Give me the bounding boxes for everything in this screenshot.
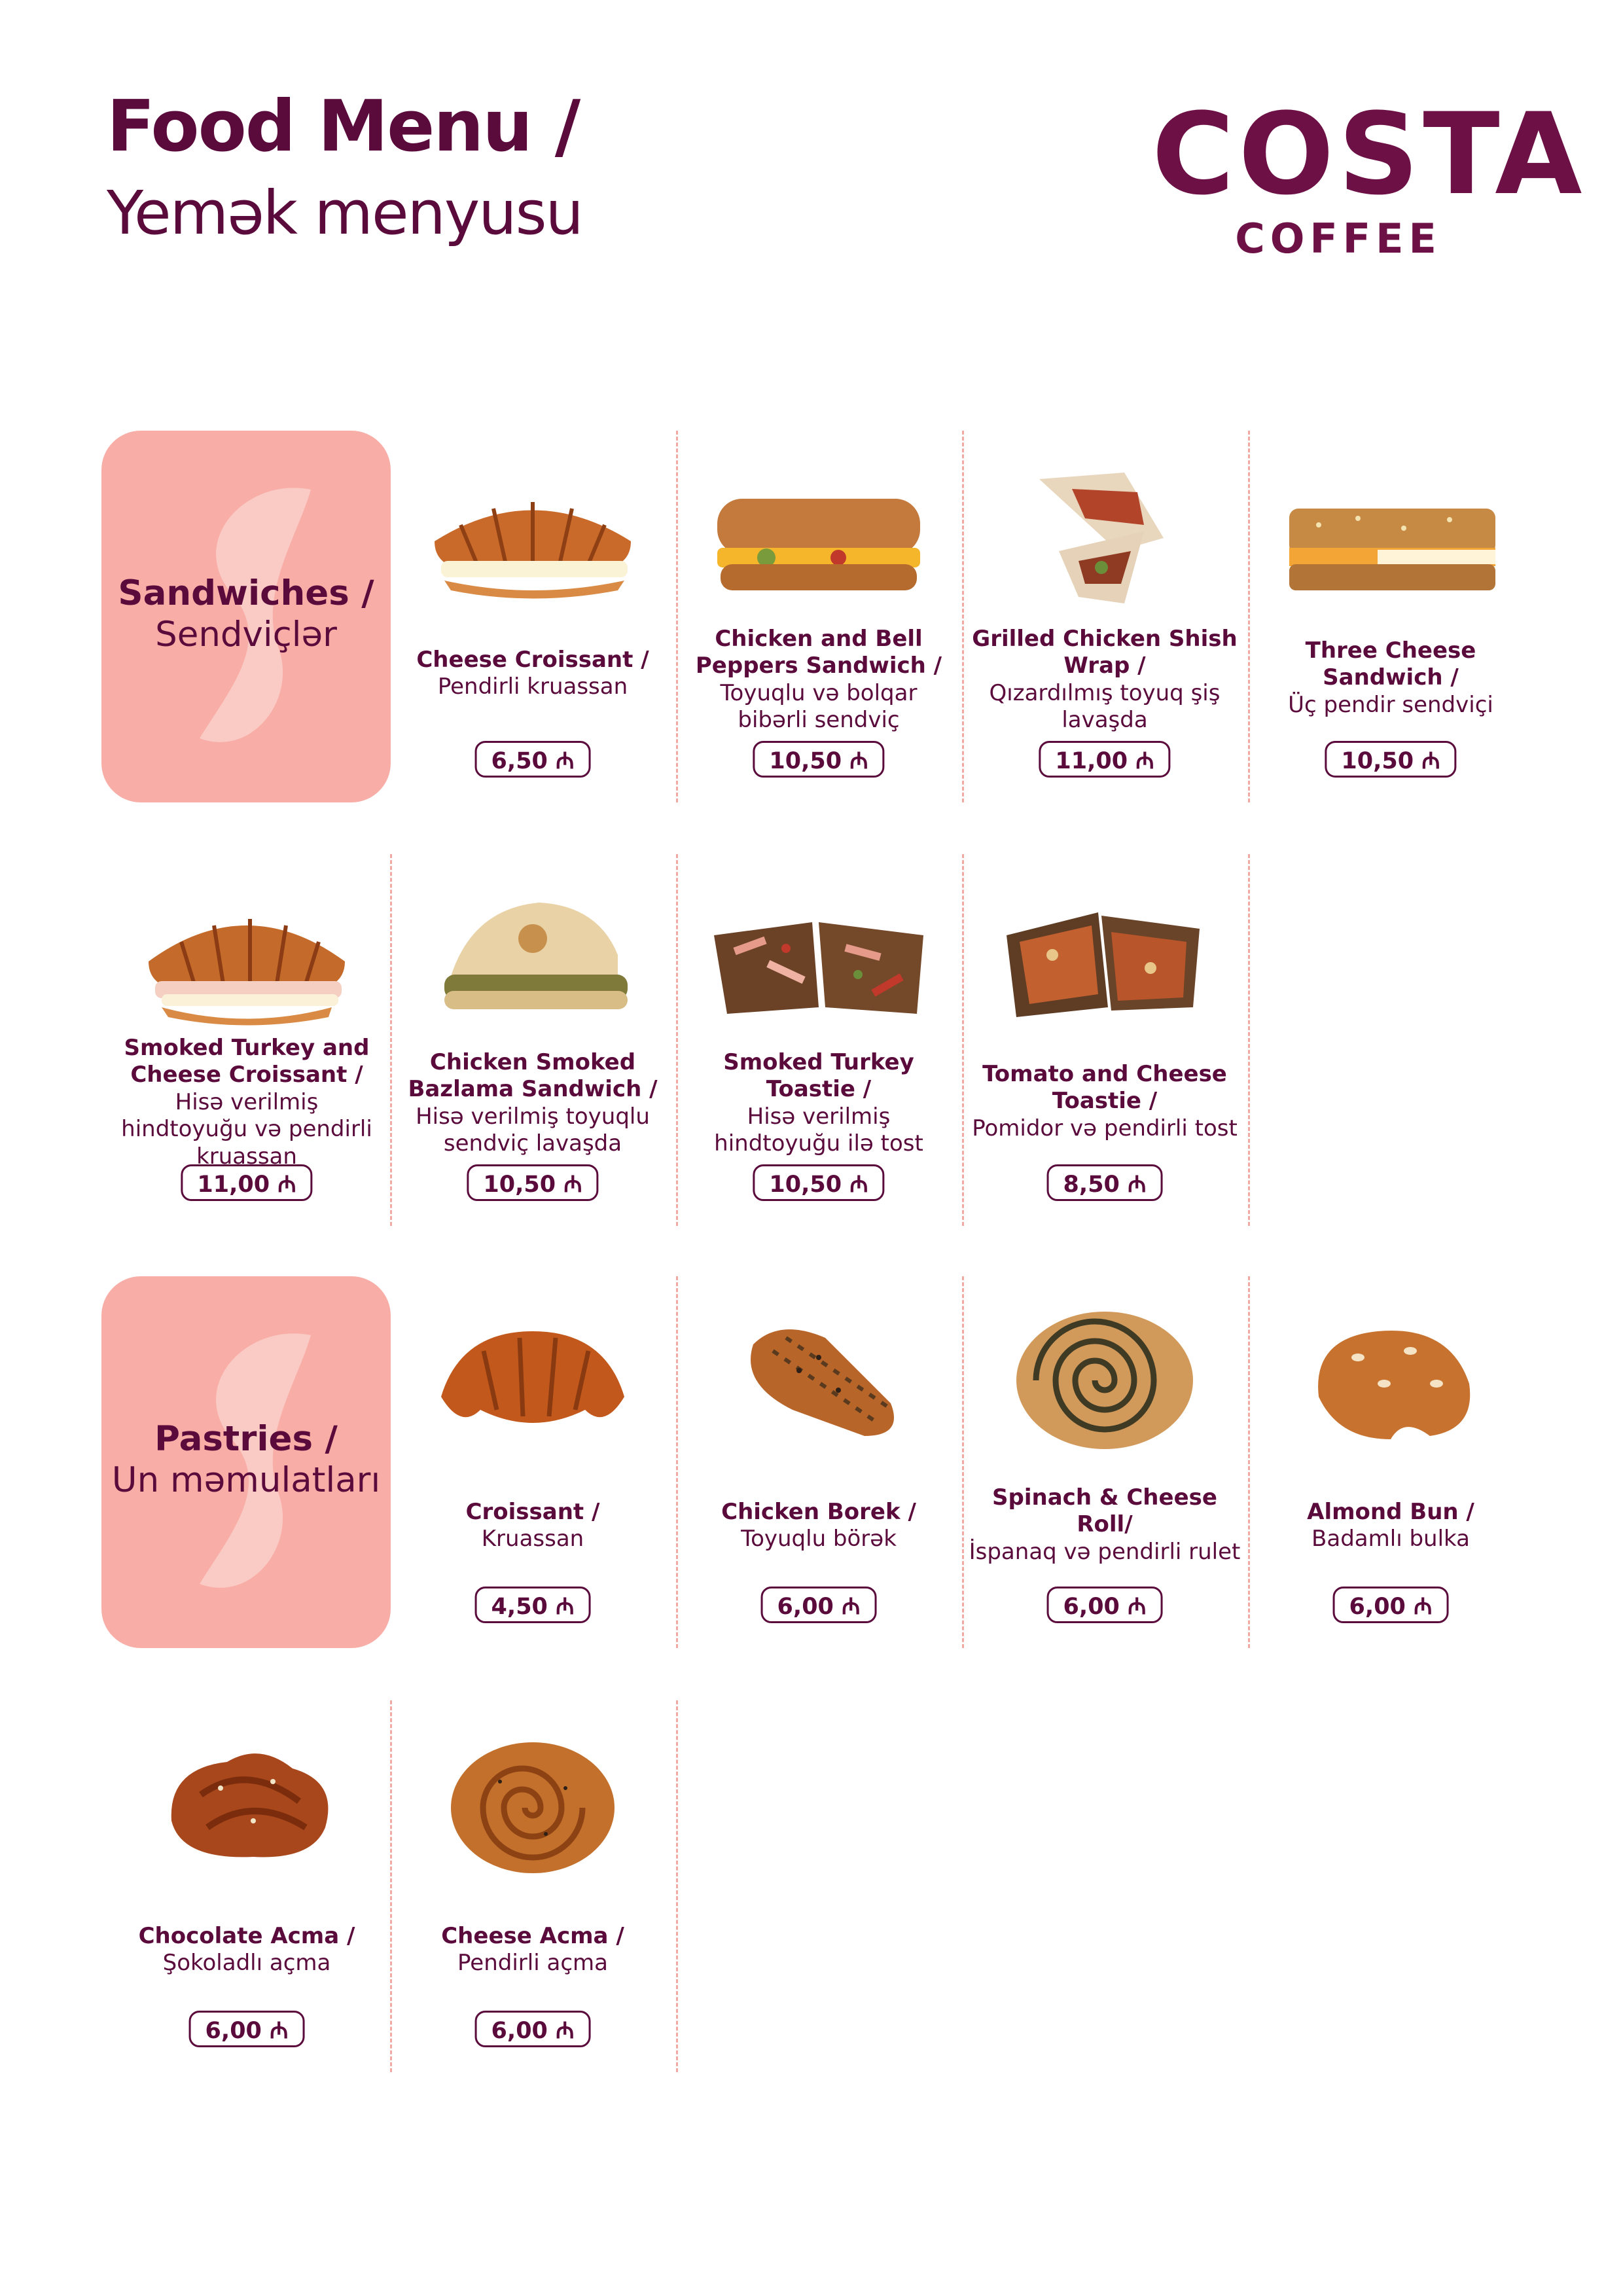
divider bbox=[676, 1276, 678, 1648]
wrap-icon bbox=[993, 453, 1216, 610]
menu-item-chicken-bell-peppers-sandwich[interactable] bbox=[682, 431, 955, 802]
divider bbox=[962, 854, 964, 1226]
toastie-icon bbox=[707, 876, 930, 1033]
menu-item-smoked-turkey-cheese-croissant[interactable] bbox=[110, 854, 383, 1226]
menu-item-tomato-cheese-toastie[interactable] bbox=[968, 854, 1241, 1226]
menu-item-three-cheese-sandwich[interactable] bbox=[1254, 431, 1527, 802]
item-description: Hisə verilmiş toyuqlu sendviç lavaşda bbox=[416, 1103, 650, 1157]
menu-item-chicken-borek[interactable] bbox=[682, 1276, 955, 1648]
item-name: Smoked Turkey Toastie / bbox=[723, 1049, 914, 1103]
section-subtitle: Sendviçlər bbox=[155, 614, 337, 655]
item-description: Badamlı bulka bbox=[1311, 1526, 1470, 1552]
spiral-bun-icon bbox=[421, 1723, 644, 1880]
menu-item-spinach-cheese-roll[interactable] bbox=[968, 1276, 1241, 1648]
price-badge: 4,50 ₼ bbox=[475, 1587, 591, 1623]
menu-item-chicken-smoked-bazlama-sandwich[interactable] bbox=[396, 854, 669, 1226]
item-name: Three Cheese Sandwich / bbox=[1305, 637, 1476, 691]
divider bbox=[390, 854, 392, 1226]
price-badge: 6,00 ₼ bbox=[475, 2011, 591, 2047]
item-name: Chocolate Acma / bbox=[138, 1923, 355, 1949]
item-name: Chicken and Bell Peppers Sandwich / bbox=[695, 626, 942, 679]
item-name: Smoked Turkey and Cheese Croissant / bbox=[124, 1035, 370, 1088]
price-badge: 6,00 ₼ bbox=[1047, 1587, 1163, 1623]
item-name: Croissant / bbox=[465, 1499, 600, 1525]
price-badge: 10,50 ₼ bbox=[467, 1164, 598, 1201]
toastie-icon bbox=[993, 876, 1216, 1033]
item-description: Pendirli açma bbox=[457, 1950, 608, 1977]
price-badge: 8,50 ₼ bbox=[1047, 1164, 1163, 1201]
divider bbox=[1248, 1276, 1250, 1648]
item-name: Chicken Borek / bbox=[721, 1499, 916, 1525]
bun-icon bbox=[1279, 1299, 1502, 1456]
item-description: Hisə verilmiş hindtoyuğu və pendirli kruassan bbox=[121, 1088, 372, 1170]
logo-wordmark: COSTA bbox=[1152, 88, 1586, 220]
menu-item-cheese-acma[interactable] bbox=[396, 1700, 669, 2072]
price-badge: 6,50 ₼ bbox=[475, 741, 591, 778]
menu-item-grilled-chicken-shish-wrap[interactable] bbox=[968, 431, 1241, 802]
baguette-sandwich-icon bbox=[707, 453, 930, 610]
item-name: Cheese Croissant / bbox=[416, 647, 649, 673]
menu-item-smoked-turkey-toastie[interactable] bbox=[682, 854, 955, 1226]
acma-icon bbox=[135, 1723, 358, 1880]
costa-logo bbox=[1152, 88, 1586, 262]
divider bbox=[676, 1700, 678, 2072]
item-name: Grilled Chicken Shish Wrap / bbox=[972, 626, 1238, 679]
divider bbox=[1248, 431, 1250, 802]
section-title: Sandwiches / bbox=[118, 573, 374, 613]
divider bbox=[676, 431, 678, 802]
price-badge: 6,00 ₼ bbox=[1333, 1587, 1449, 1623]
borek-icon bbox=[707, 1299, 930, 1456]
bazlama-icon bbox=[421, 876, 644, 1033]
croissant-sandwich-icon bbox=[421, 453, 644, 610]
price-badge: 6,00 ₼ bbox=[761, 1587, 877, 1623]
price-badge: 10,50 ₼ bbox=[1325, 741, 1456, 778]
menu-item-croissant[interactable] bbox=[396, 1276, 669, 1648]
item-description: Qızardılmış toyuq şiş lavaşda bbox=[989, 679, 1221, 734]
spiral-roll-icon bbox=[993, 1299, 1216, 1456]
item-description: Toyuqlu börək bbox=[741, 1526, 897, 1552]
price-badge: 11,00 ₼ bbox=[181, 1164, 312, 1201]
sandwiches-section-tile bbox=[101, 431, 391, 802]
item-name: Almond Bun / bbox=[1307, 1499, 1474, 1525]
menu-item-almond-bun[interactable] bbox=[1254, 1276, 1527, 1648]
item-description: Pendirli kruassan bbox=[437, 673, 628, 700]
price-badge: 6,00 ₼ bbox=[189, 2011, 305, 2047]
item-description: Pomidor və pendirli tost bbox=[972, 1115, 1238, 1141]
pastries-section-tile bbox=[101, 1276, 391, 1648]
menu-item-chocolate-acma[interactable] bbox=[110, 1700, 383, 2072]
menu-item-cheese-croissant[interactable] bbox=[396, 431, 669, 802]
item-description: Toyuqlu və bolqar bibərli sendviç bbox=[720, 679, 918, 734]
divider bbox=[676, 854, 678, 1226]
item-name: Chicken Smoked Bazlama Sandwich / bbox=[408, 1049, 658, 1103]
section-title: Pastries / bbox=[154, 1419, 338, 1459]
price-badge: 10,50 ₼ bbox=[753, 1164, 884, 1201]
page-title: Food Menu / bbox=[107, 86, 580, 168]
page-subtitle: Yemək menyusu bbox=[107, 178, 582, 248]
divider bbox=[390, 1700, 392, 2072]
logo-subtext: COFFEE bbox=[1235, 215, 1442, 262]
divider bbox=[962, 1276, 964, 1648]
item-description: Hisə verilmiş hindtoyuğu ilə tost bbox=[714, 1103, 923, 1157]
item-name: Cheese Acma / bbox=[441, 1923, 624, 1949]
divider bbox=[962, 431, 964, 802]
item-description: Kruassan bbox=[481, 1526, 584, 1552]
section-subtitle: Un məmulatları bbox=[111, 1460, 381, 1500]
divider bbox=[1248, 854, 1250, 1226]
croissant-sandwich-icon bbox=[135, 876, 358, 1033]
price-badge: 10,50 ₼ bbox=[753, 741, 884, 778]
price-badge: 11,00 ₼ bbox=[1039, 741, 1170, 778]
croissant-icon bbox=[421, 1299, 644, 1456]
item-description: Şokoladlı açma bbox=[162, 1950, 331, 1977]
item-name: Spinach & Cheese Roll/ bbox=[992, 1484, 1217, 1538]
item-name: Tomato and Cheese Toastie / bbox=[982, 1061, 1227, 1115]
item-description: Üç pendir sendviçi bbox=[1288, 691, 1493, 718]
sesame-sandwich-icon bbox=[1279, 453, 1502, 610]
item-description: İspanaq və pendirli rulet bbox=[969, 1538, 1241, 1565]
